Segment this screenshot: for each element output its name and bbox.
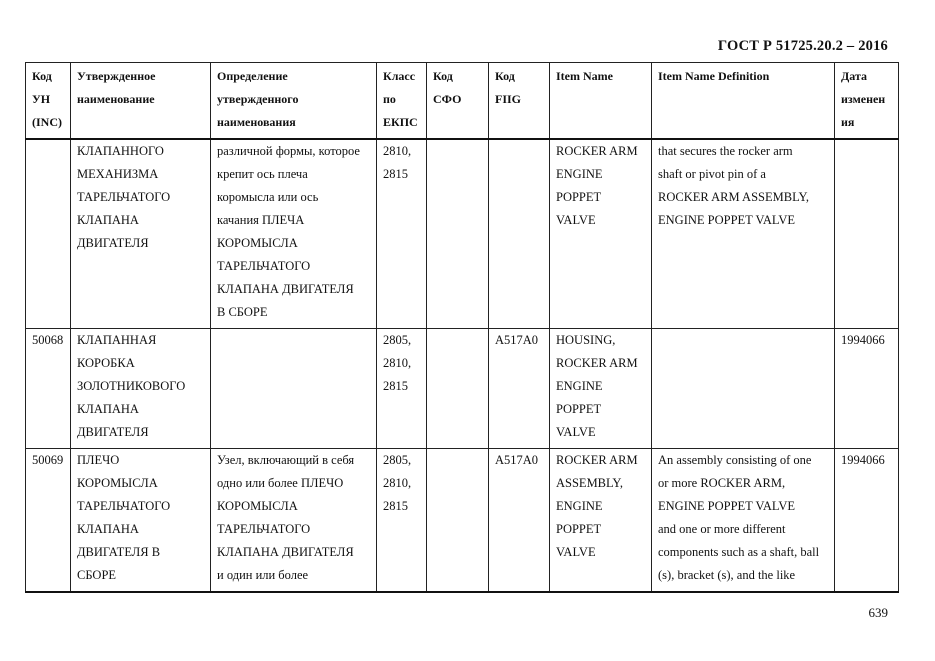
col-header-approved-name: Утвержденное наименование xyxy=(71,63,211,140)
document-header: ГОСТ Р 51725.20.2 – 2016 xyxy=(717,38,888,54)
cell-item-name: HOUSING, ROCKER ARM ENGINE POPPET VALVE xyxy=(550,329,652,449)
col-header-date: Дата изменен ия xyxy=(835,63,899,140)
cell-approved-name: КЛАПАННОГО МЕХАНИЗМА ТАРЕЛЬЧАТОГО КЛАПАНА ДВИГАТЕЛЯ xyxy=(71,139,211,329)
cell-approved-name: КЛАПАННАЯ КОРОБКА ЗОЛОТНИКОВОГО КЛАПАНА ДВИГАТЕЛЯ xyxy=(71,329,211,449)
cell-item-name: ROCKER ARM ASSEMBLY, ENGINE POPPET VALVE xyxy=(550,449,652,593)
cell-sfo xyxy=(427,139,489,329)
cell-definition xyxy=(211,329,377,449)
cell-item-name: ROCKER ARM ENGINE POPPET VALVE xyxy=(550,139,652,329)
col-header-sfo: Код СФО xyxy=(427,63,489,140)
col-header-inc: Код УН (INC) xyxy=(26,63,71,140)
col-header-fiig: Код FIIG xyxy=(489,63,550,140)
table-header-row xyxy=(26,63,899,140)
col-header-item-definition: Item Name Definition xyxy=(652,63,835,140)
cell-inc xyxy=(26,139,71,329)
table-row xyxy=(26,449,899,593)
cell-item-definition: An assembly consisting of one or more ROCKER ARM, ENGINE POPPET VALVE and one or more different components such as a shaft, ball (s), bracket (s), and the like xyxy=(652,449,835,593)
cell-date xyxy=(835,139,899,329)
col-header-definition: Определение утвержденного наименования xyxy=(211,63,377,140)
cell-item-definition xyxy=(652,329,835,449)
cell-fiig xyxy=(489,139,550,329)
cell-fiig: A517A0 xyxy=(489,449,550,593)
cell-sfo xyxy=(427,449,489,593)
cell-inc: 50069 xyxy=(26,449,71,593)
cell-definition: различной формы, которое крепит ось плеча коромысла или ось качания ПЛЕЧА КОРОМЫСЛА ТАРЕЛЬЧАТОГО КЛАПАНА ДВИГАТЕЛЯ В СБОРЕ xyxy=(211,139,377,329)
table-row xyxy=(26,139,899,329)
cell-date: 1994066 xyxy=(835,449,899,593)
cell-date: 1994066 xyxy=(835,329,899,449)
col-header-class: Класс по ЕКПС xyxy=(377,63,427,140)
col-header-item-name: Item Name xyxy=(550,63,652,140)
cell-fiig: A517A0 xyxy=(489,329,550,449)
cell-class: 2805, 2810, 2815 xyxy=(377,329,427,449)
cell-definition: Узел, включающий в себя одно или более ПЛЕЧО КОРОМЫСЛА ТАРЕЛЬЧАТОГО КЛАПАНА ДВИГАТЕЛЯ и один или более xyxy=(211,449,377,593)
cell-class: 2810, 2815 xyxy=(377,139,427,329)
cell-class: 2805, 2810, 2815 xyxy=(377,449,427,593)
cell-sfo xyxy=(427,329,489,449)
cell-item-definition: that secures the rocker arm shaft or pivot pin of a ROCKER ARM ASSEMBLY, ENGINE POPPET VALVE xyxy=(652,139,835,329)
page-number: 639 xyxy=(868,605,888,620)
table-row xyxy=(26,329,899,449)
cell-inc: 50068 xyxy=(26,329,71,449)
classification-table xyxy=(25,62,899,593)
cell-approved-name: ПЛЕЧО КОРОМЫСЛА ТАРЕЛЬЧАТОГО КЛАПАНА ДВИГАТЕЛЯ В СБОРЕ xyxy=(71,449,211,593)
